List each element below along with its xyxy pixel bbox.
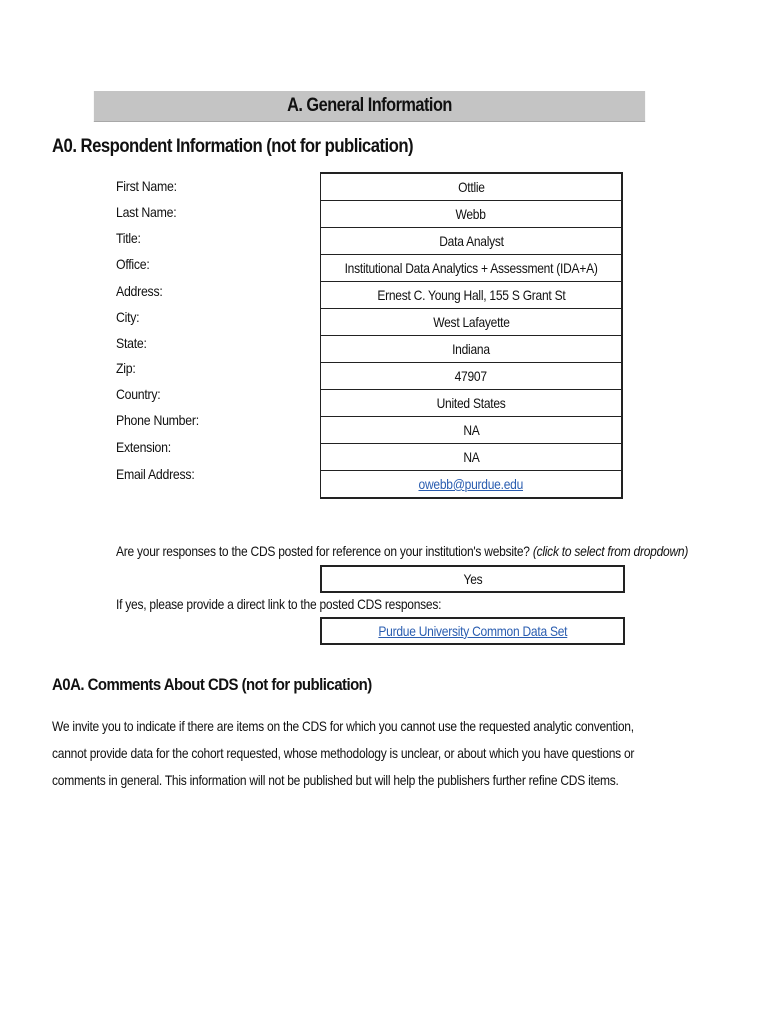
first-name-value: Ottlie xyxy=(457,179,485,195)
extension-field[interactable] xyxy=(321,444,621,471)
respondent-info-heading: A0. Respondent Information (not for publication) xyxy=(52,136,414,157)
first-name-field[interactable] xyxy=(321,174,621,201)
title-field[interactable] xyxy=(321,228,621,255)
state-label: State: xyxy=(116,335,147,351)
last-name-field[interactable] xyxy=(321,201,621,228)
state-value: Indiana xyxy=(452,341,490,357)
first-name-label: First Name: xyxy=(116,178,177,194)
country-field[interactable] xyxy=(321,390,621,417)
cds-posted-dropdown[interactable] xyxy=(320,565,625,593)
state-field[interactable] xyxy=(321,336,621,363)
city-field[interactable] xyxy=(321,309,621,336)
comments-heading: A0A. Comments About CDS (not for publication) xyxy=(52,675,372,694)
last-name-label: Last Name: xyxy=(116,204,177,220)
title-value: Data Analyst xyxy=(438,233,504,249)
country-value: United States xyxy=(436,395,506,411)
cds-link-question: If yes, please provide a direct link to the posted CDS responses: xyxy=(116,596,442,612)
extension-label: Extension: xyxy=(116,439,171,455)
cds-link[interactable]: Purdue University Common Data Set xyxy=(378,623,567,639)
comments-line: cannot provide data for the cohort requested, whose methodology is unclear, or about which you have questions or xyxy=(52,745,635,761)
last-name-value: Webb xyxy=(455,206,487,222)
cds-posted-question xyxy=(116,543,688,559)
cds-posted-selected-value: Yes xyxy=(463,571,482,587)
zip-value: 47907 xyxy=(454,368,488,384)
dropdown-hint: (click to select from dropdown) xyxy=(532,543,689,559)
city-value: West Lafayette xyxy=(432,314,510,330)
city-label: City: xyxy=(116,309,140,325)
section-title: A. General Information xyxy=(94,91,645,122)
comments-line: We invite you to indicate if there are items on the CDS for which you cannot use the requested analytic convention, xyxy=(52,718,634,734)
email-address-link[interactable]: owebb@purdue.edu xyxy=(418,476,524,492)
phone-number-value: NA xyxy=(462,422,480,438)
comments-paragraph xyxy=(52,713,635,794)
title-label: Title: xyxy=(116,230,141,246)
country-label: Country: xyxy=(116,386,161,402)
office-value: Institutional Data Analytics + Assessment (IDA+A) xyxy=(344,260,598,276)
email-address-label: Email Address: xyxy=(116,466,195,482)
address-label: Address: xyxy=(116,283,163,299)
address-field[interactable] xyxy=(321,282,621,309)
extension-value: NA xyxy=(462,449,480,465)
email-address-field[interactable] xyxy=(321,471,621,497)
address-value: Ernest C. Young Hall, 155 S Grant St xyxy=(376,287,566,303)
office-label: Office: xyxy=(116,256,150,272)
zip-field[interactable] xyxy=(321,363,621,390)
cds-link-field[interactable] xyxy=(320,617,625,645)
respondent-fields-box xyxy=(320,172,623,499)
phone-number-label: Phone Number: xyxy=(116,412,199,428)
zip-label: Zip: xyxy=(116,360,136,376)
phone-number-field[interactable] xyxy=(321,417,621,444)
office-field[interactable] xyxy=(321,255,621,282)
cds-posted-question-text: Are your responses to the CDS posted for reference on your institution's website? xyxy=(116,543,530,559)
comments-line: comments in general. This information will not be published but will help the publishers further refine CDS items. xyxy=(52,772,619,788)
